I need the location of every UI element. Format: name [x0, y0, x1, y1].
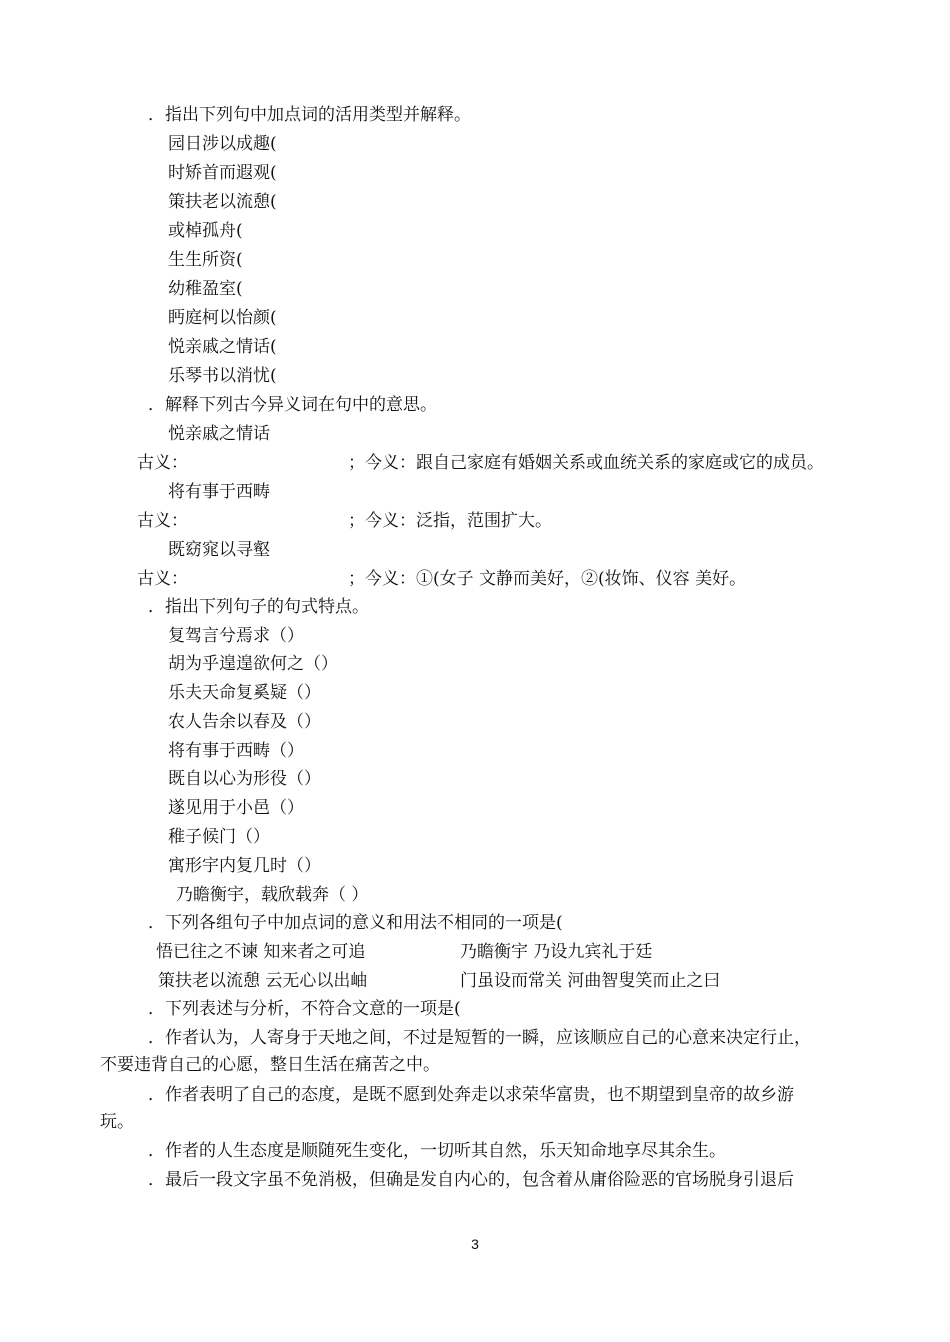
- q4-title: ．下列各组句子中加点词的意义和用法不相同的一项是(: [148, 913, 563, 933]
- q5-option-line: ．作者表明了自己的态度，是既不愿到处奔走以求荣华富贵，也不期望到皇帝的故乡游: [148, 1085, 794, 1105]
- q3-item: 稚子候门（）: [168, 827, 270, 847]
- q2-sentence: 悦亲戚之情话: [168, 424, 270, 444]
- q5-option-line: 玩。: [100, 1112, 134, 1132]
- q3-item: 乃瞻衡宇，载欣载奔（ ）: [176, 885, 369, 905]
- q2-gu-label: 古义：: [137, 453, 188, 473]
- q2-jin-meaning: ；今义：①(女子 文静而美好，②(妆饰、仪容 美好。: [348, 569, 747, 589]
- q1-item: 悦亲戚之情话(: [168, 337, 277, 357]
- q1-item: 时矫首而遐观(: [168, 163, 277, 183]
- q2-title: ．解释下列古今异义词在句中的意思。: [148, 395, 437, 415]
- q4-option: 乃瞻衡宇 乃设九宾礼于廷: [460, 942, 653, 962]
- q3-item: 遂见用于小邑（）: [168, 798, 304, 818]
- q1-item: 或棹孤舟(: [168, 221, 243, 241]
- q5-title: ．下列表述与分析，不符合文意的一项是(: [148, 999, 461, 1019]
- q3-item: 复驾言兮焉求（）: [168, 626, 304, 646]
- q2-gu-label: 古义：: [137, 569, 188, 589]
- q5-option-line: ．作者的人生态度是顺随死生变化，一切听其自然，乐天知命地享尽其余生。: [148, 1141, 726, 1161]
- q3-item: 乐夫天命复奚疑（）: [168, 683, 321, 703]
- q2-sentence: 既窈窕以寻壑: [168, 540, 270, 560]
- q1-item: 幼稚盈室(: [168, 279, 243, 299]
- q3-title: ．指出下列句子的句式特点。: [148, 597, 369, 617]
- q5-option-line: ．最后一段文字虽不免消极，但确是发自内心的，包含着从庸俗险恶的官场脱身引退后: [148, 1170, 794, 1190]
- q1-item: 眄庭柯以怡颜(: [168, 308, 277, 328]
- q1-item: 乐琴书以消忧(: [168, 366, 277, 386]
- q5-option-line: ．作者认为，人寄身于天地之间，不过是短暂的一瞬，应该顺应自己的心意来决定行止，: [148, 1028, 811, 1048]
- q2-sentence: 将有事于西畴: [168, 482, 270, 502]
- q4-option: 悟已往之不谏 知来者之可追: [156, 942, 366, 962]
- q1-item: 园日涉以成趣(: [168, 134, 277, 154]
- q2-jin-meaning: ；今义：跟自己家庭有婚姻关系或血统关系的家庭或它的成员。: [348, 453, 824, 473]
- q3-item: 胡为乎遑遑欲何之（）: [168, 654, 338, 674]
- q4-option: 门虽设而常关 河曲智叟笑而止之曰: [460, 971, 721, 991]
- q3-item: 寓形宇内复几时（）: [168, 856, 321, 876]
- q3-item: 农人告余以春及（）: [168, 712, 321, 732]
- q2-jin-meaning: ；今义：泛指，范围扩大。: [348, 511, 552, 531]
- q1-title: ．指出下列句中加点词的活用类型并解释。: [148, 105, 471, 125]
- q1-item: 策扶老以流憩(: [168, 192, 277, 212]
- q5-option-line: 不要违背自己的心愿，整日生活在痛苦之中。: [100, 1055, 440, 1075]
- q4-option: 策扶老以流憩 云无心以出岫: [158, 971, 368, 991]
- q3-item: 既自以心为形役（）: [168, 769, 321, 789]
- q2-gu-label: 古义：: [137, 511, 188, 531]
- page-number: 3: [471, 1236, 479, 1252]
- q3-item: 将有事于西畴（）: [168, 741, 304, 761]
- q1-item: 生生所资(: [168, 250, 243, 270]
